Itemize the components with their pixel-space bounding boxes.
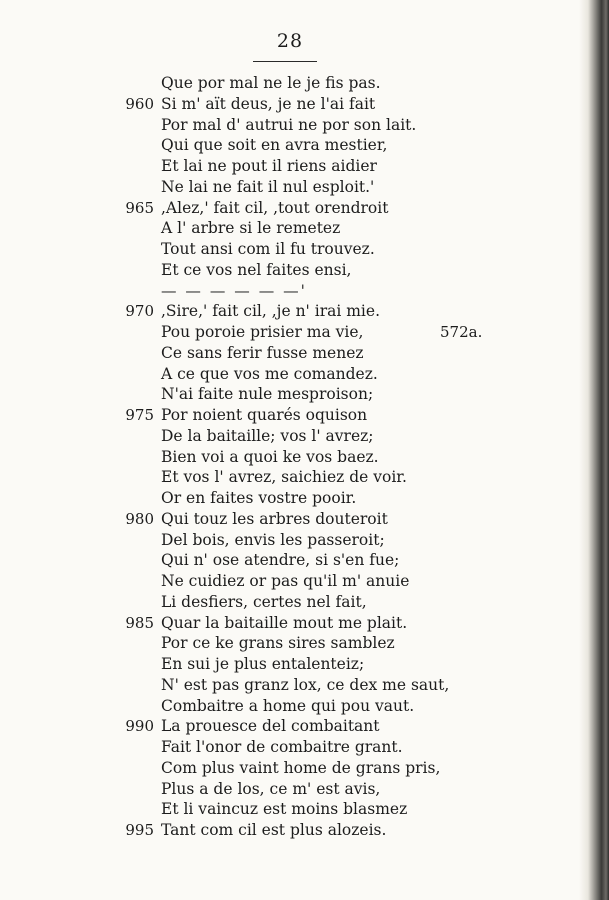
verse-line [0,156,580,177]
verse-text: Ne cuidiez or pas qu'il m' anuie [161,572,410,590]
verse-line [0,737,580,758]
verse-line [0,281,580,302]
verse-text: Or en faites vostre pooir. [161,489,357,507]
verse-text: Fait l'onor de combaitre grant. [161,738,403,756]
verse-line [0,135,580,156]
verse-line [0,779,580,800]
verse-line [0,177,580,198]
verse-line [0,509,580,530]
verse-text: Tout ansi com il fu trouvez. [161,240,375,258]
line-number: 970 [125,302,154,321]
verse-text: Del bois, envis les passeroit; [161,530,385,549]
verse-line [0,654,580,675]
verse-text: Li desfiers, certes nel fait, [161,592,367,611]
line-number: 960 [125,94,154,113]
verse-line [0,716,580,737]
verse-line [0,322,580,343]
page-number: 28 [276,30,304,52]
verse-text: Com plus vaint home de grans pris, [161,758,441,777]
verse-text: Por noient quarés oquison [161,406,368,424]
verse-text: Ce sans ferir fusse menez [161,343,364,362]
verse-text: En sui je plus entalenteiz; [161,655,365,673]
verse-line [0,530,580,551]
verse-text: Et ce vos nel faites ensi, [161,260,352,279]
line-number: 980 [125,509,154,528]
verse-lines [0,73,580,841]
header-rule [253,61,317,62]
verse-text: A ce que vos me comandez. [161,364,378,383]
line-number: 965 [125,198,154,217]
verse-line [0,633,580,654]
verse-text: Pou poroie prisier ma vie, [161,323,364,341]
verse-text: De la baitaille; vos l' avrez; [161,426,374,445]
verse-line [0,550,580,571]
verse-line [0,198,580,219]
verse-text: Et li vaincuz est moins blasmez [161,800,408,819]
verse-line [0,218,580,239]
verse-line [0,488,580,509]
verse-text: Que por mal ne le je fis pas. [161,74,381,92]
line-number: 975 [125,406,154,424]
verse-text: Qui n' ose atendre, si s'en fue; [161,551,400,570]
verse-text: N' est pas granz lox, ce dex me saut, [161,675,450,694]
lacuna-dashes: — — — — — —' [161,281,307,300]
verse-text: Combaitre a home qui pou vaut. [161,696,415,715]
verse-line [0,592,580,613]
verse-line [0,426,580,447]
verse-text: La prouesce del combaitant [161,717,380,736]
verse-line [0,239,580,260]
verse-line [0,696,580,717]
verse-text: Et lai ne pout il riens aidier [161,157,377,175]
verse-text: Quar la baitaille mout me plait. [161,613,408,632]
margin-note: 572a. [440,323,483,341]
verse-text: N'ai faite nule mesproison; [161,385,374,404]
verse-text: ,Sire,' fait cil, ,je n' irai mie. [161,302,380,321]
verse-text: Qui que soit en avra mestier, [161,136,388,155]
verse-text: Por mal d' autrui ne por son lait. [161,115,417,134]
verse-line [0,799,580,820]
book-binding-edge [579,0,609,900]
verse-text: Et vos l' avrez, saichiez de voir. [161,468,407,487]
verse-text: Tant com cil est plus alozeis. [161,821,387,839]
line-number: 990 [125,717,154,736]
verse-text: Por ce ke grans sires samblez [161,634,395,653]
verse-line [0,571,580,592]
verse-line [0,301,580,322]
verse-line [0,115,580,136]
verse-line [0,447,580,468]
verse-line [0,467,580,488]
verse-text: Ne lai ne fait il nul esploit.' [161,177,375,196]
verse-line [0,364,580,385]
verse-text: Si m' aït deus, je ne l'ai fait [161,94,376,113]
verse-line [0,94,580,115]
line-number: 995 [125,821,154,839]
verse-line [0,675,580,696]
verse-text: ,Alez,' fait cil, ,tout orendroit [161,198,389,217]
line-number: 985 [125,613,154,632]
verse-text: Qui touz les arbres douteroit [161,509,388,528]
verse-text: Bien voi a quoi ke vos baez. [161,447,379,466]
verse-line [0,820,580,841]
verse-line [0,73,580,94]
verse-text: Plus a de los, ce m' est avis, [161,779,381,798]
verse-line [0,384,580,405]
verse-line [0,613,580,634]
verse-line [0,260,580,281]
verse-line [0,405,580,426]
verse-line [0,343,580,364]
verse-line [0,758,580,779]
verse-text: A l' arbre si le remetez [161,219,341,238]
